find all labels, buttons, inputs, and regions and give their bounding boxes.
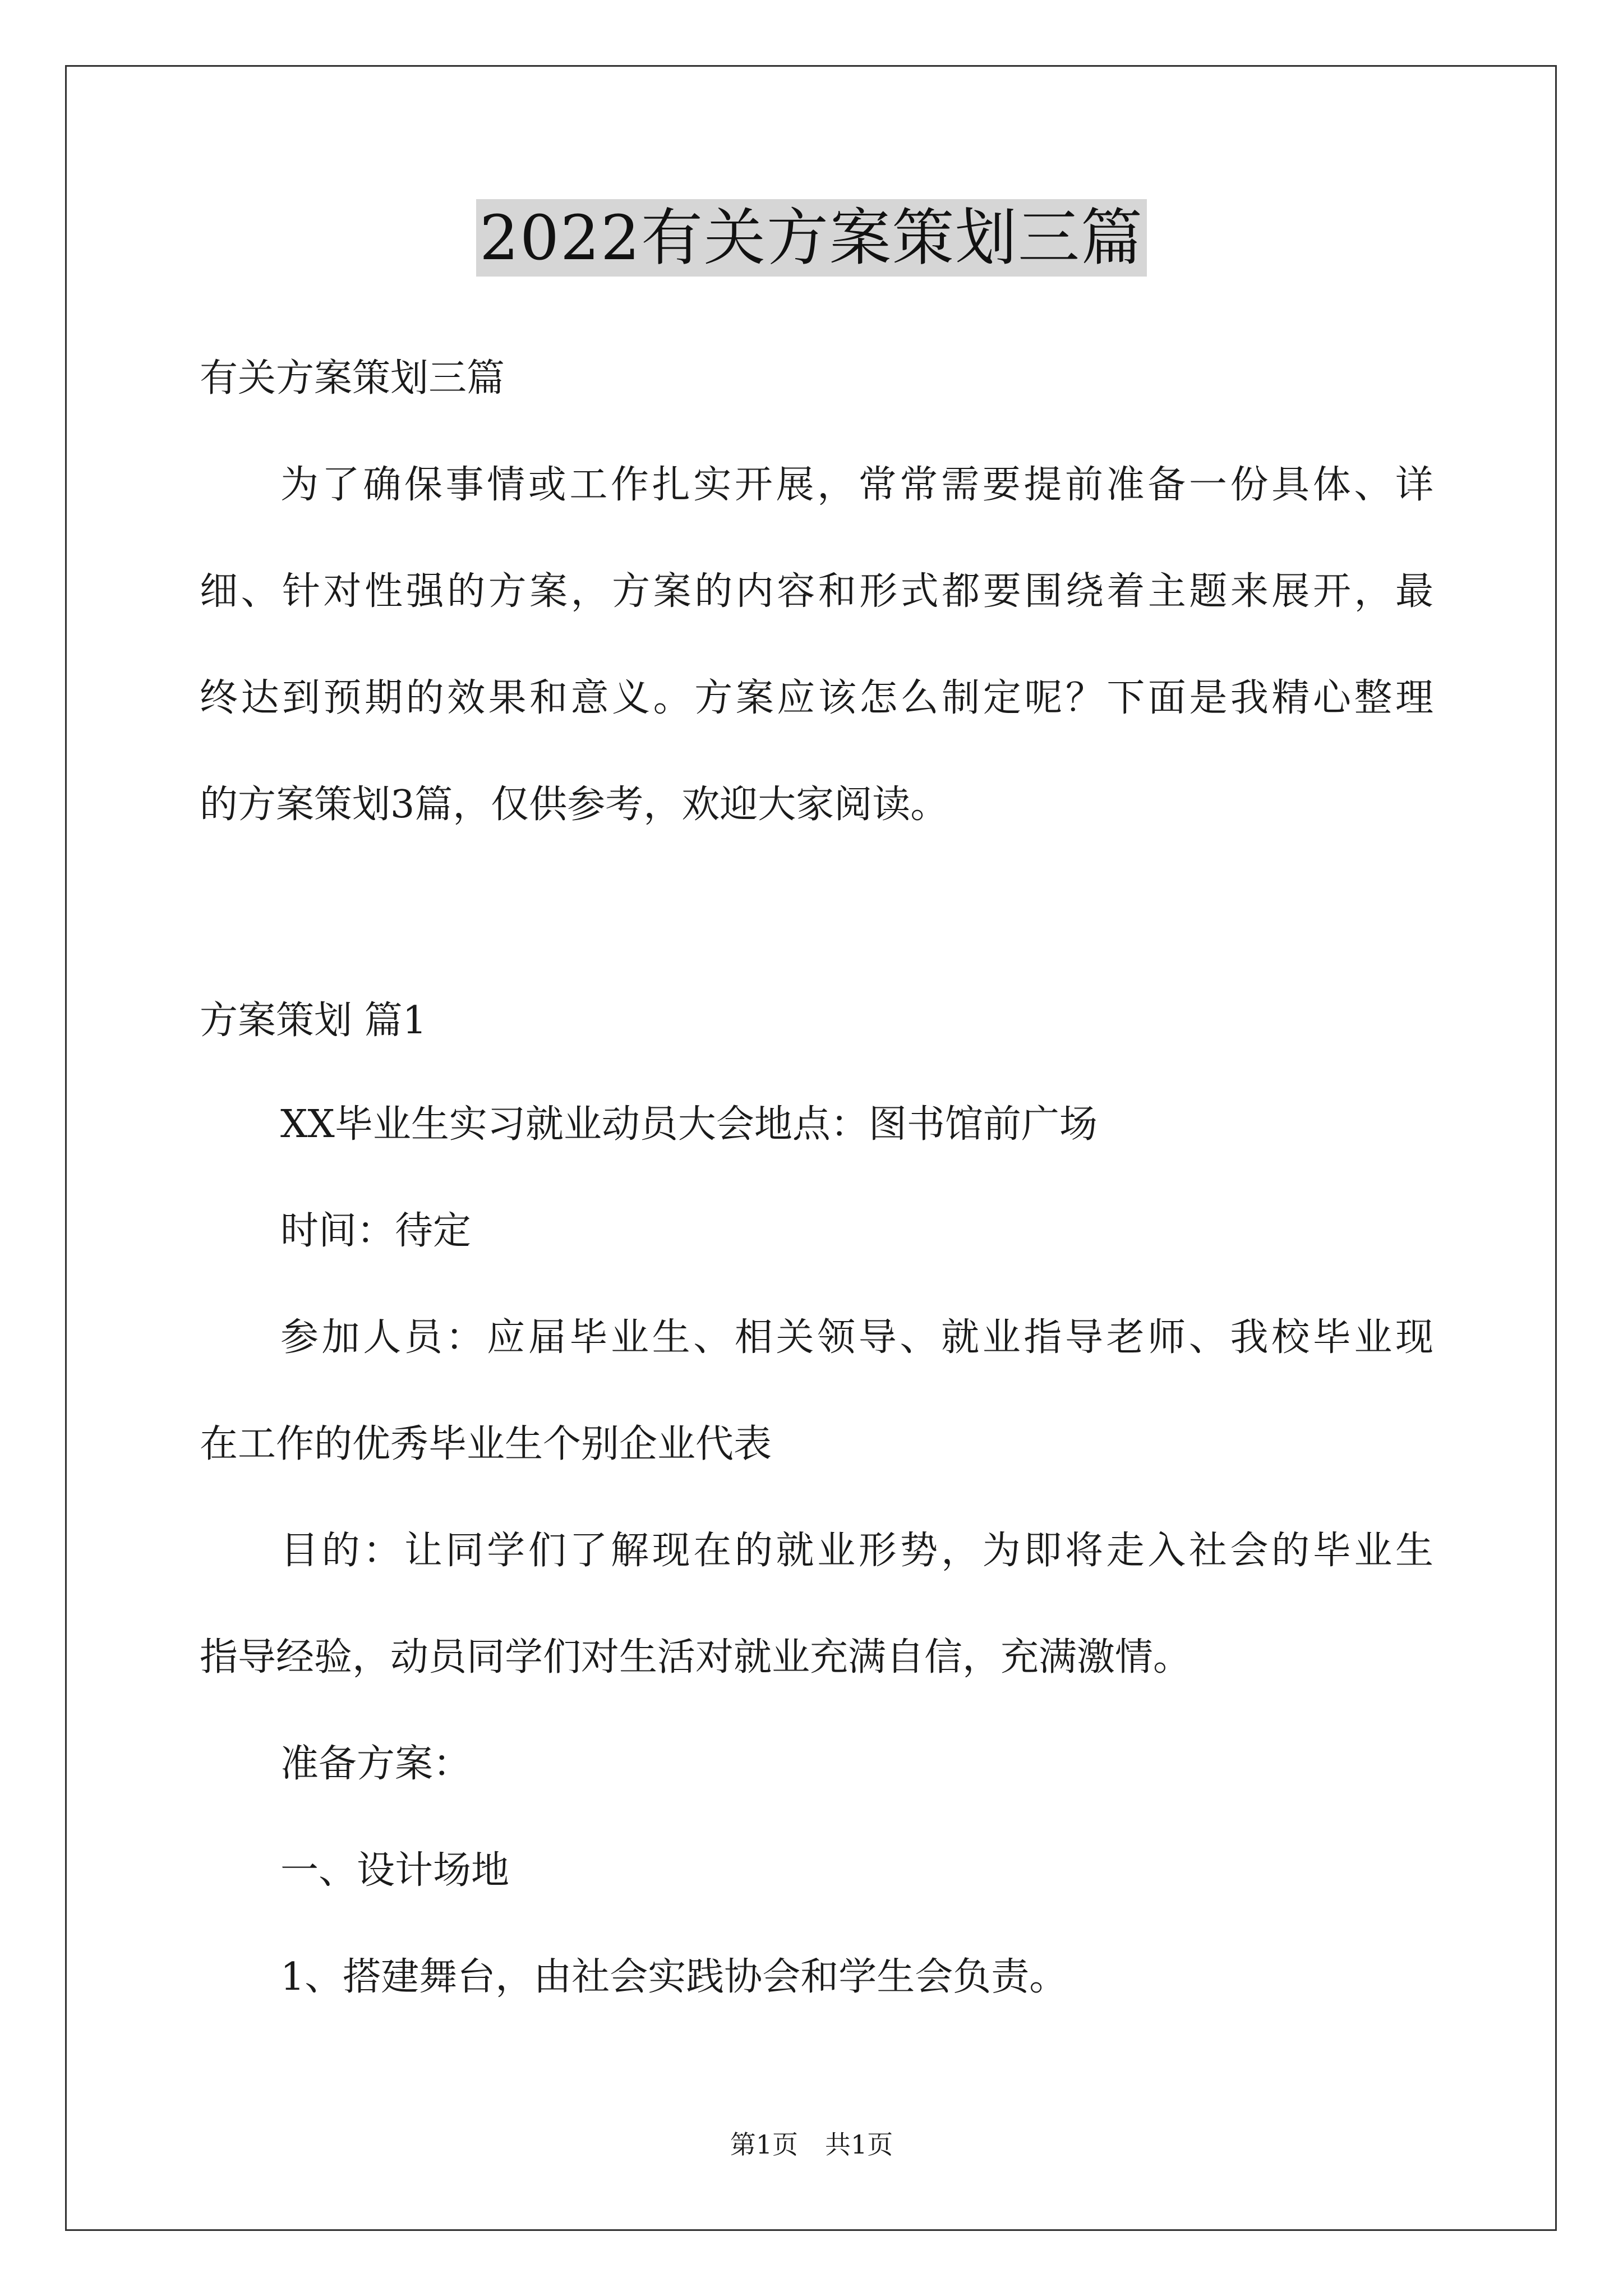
intro-line-2: 细、针对性强的方案，方案的内容和形式都要围绕着主题来展开，最 xyxy=(200,569,1433,614)
participants-line-2: 在工作的优秀毕业生个别企业代表 xyxy=(200,1422,772,1466)
item-one-sub: 1、搭建舞台，由社会实践协会和学生会负责。 xyxy=(280,1955,1068,1999)
purpose-line-2: 指导经验，动员同学们对生活对就业充满自信，充满激情。 xyxy=(200,1635,1192,1680)
meeting-line: XX毕业生实习就业动员大会地点：图书馆前广场 xyxy=(280,1102,1098,1147)
page-footer xyxy=(0,2129,1623,2160)
intro-line-3: 终达到预期的效果和意义。方案应该怎么制定呢？下面是我精心整理 xyxy=(200,676,1433,720)
section-heading: 方案策划 篇1 xyxy=(200,999,427,1043)
page-total: 共1页 xyxy=(825,2129,893,2160)
intro-line-4: 的方案策划3篇，仅供参考，欢迎大家阅读。 xyxy=(200,783,949,827)
title-block xyxy=(0,199,1623,277)
purpose-line-1: 目的：让同学们了解现在的就业形势，为即将走入社会的毕业生 xyxy=(280,1529,1433,1573)
time-line: 时间：待定 xyxy=(280,1209,472,1253)
document-title: 2022有关方案策划三篇 xyxy=(476,199,1147,277)
item-one: 一、设计场地 xyxy=(280,1848,510,1893)
participants-line-1: 参加人员：应届毕业生、相关领导、就业指导老师、我校毕业现 xyxy=(280,1315,1433,1360)
document-subtitle: 有关方案策划三篇 xyxy=(200,356,505,401)
page-number: 第1页 xyxy=(730,2129,798,2160)
intro-line-1: 为了确保事情或工作扎实开展，常常需要提前准备一份具体、详 xyxy=(280,463,1433,507)
prep-heading: 准备方案： xyxy=(280,1742,472,1786)
